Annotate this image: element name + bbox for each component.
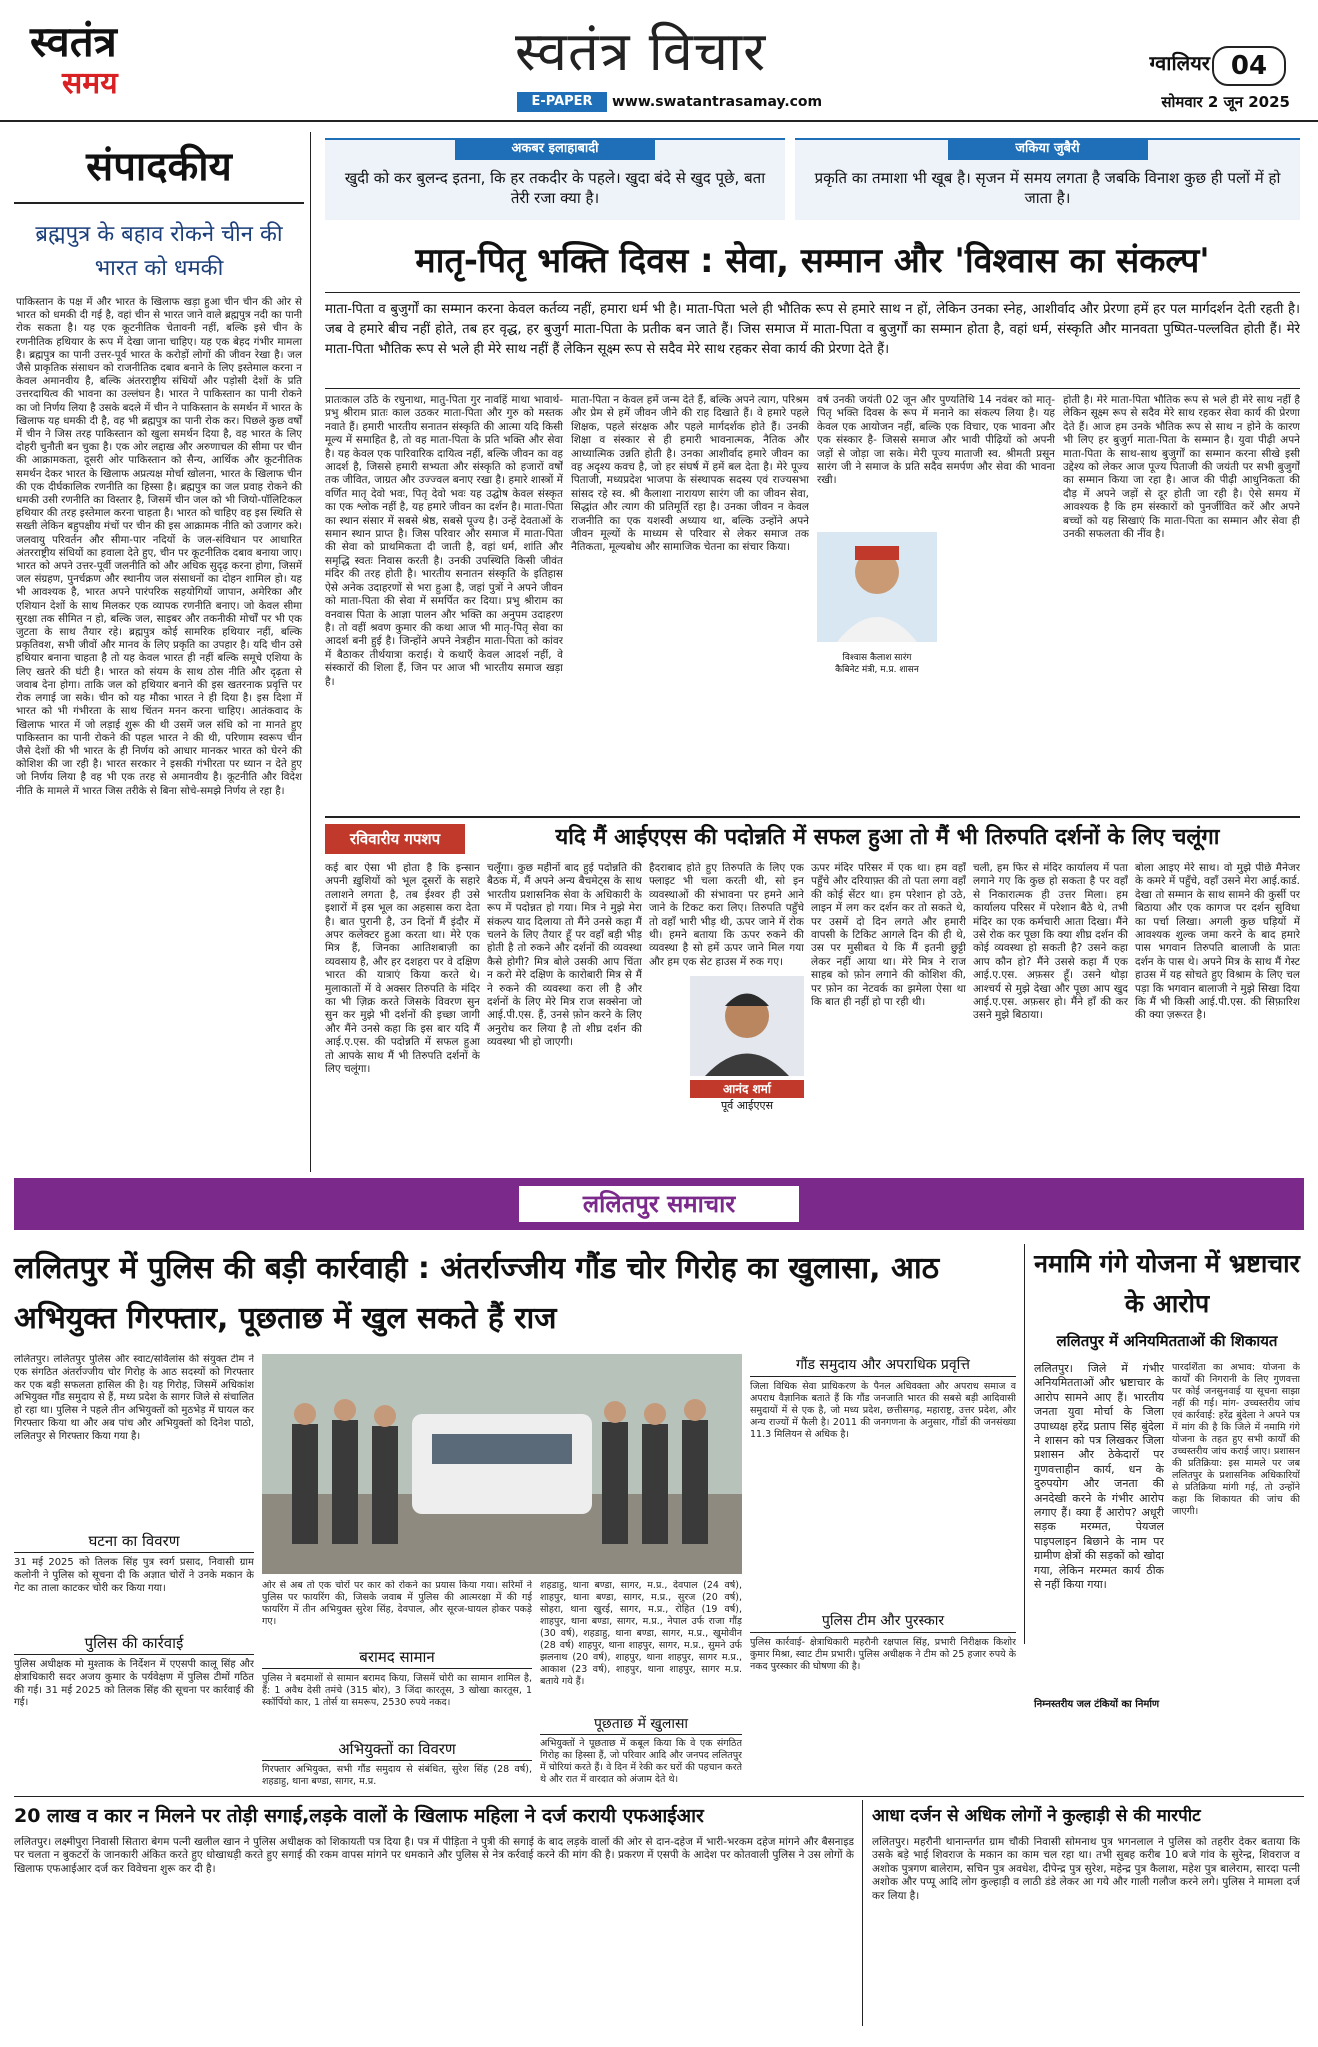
author-photo [817,532,937,642]
sub1-box [14,1530,254,1626]
epaper-tag: E-PAPER [517,92,607,112]
sub6-box [750,1354,1016,1604]
main-article-col1: प्रातःकाल उठि के रघुनाथा, मातु-पिता गुर नावहिं माथा भावार्थ- प्रभु श्रीराम प्रातः काल उठकर माता-पिता और गुरु को मस्तक नवाते हैं। हमारी भारतीय सनातन संस्कृति की आत्मा यदि किसी मूल्य में समाहित है, तो वह माता-पिता के प्रति भक्ति और सेवा है। यह केवल एक पारिवारिक दायित्व नहीं, बल्कि जीवन का वह आदर्श है, जिससे हमारी सभ्यता और संस्कृति को हजारों वर्षों तक जीवित, जाग्रत और उज्ज्वल बनाए रखा है। हमारे शास्त्रों में वर्णित मातृ देवो भवः, पितृ देवो भवः यह उद्घोष केवल संस्कृत का एक श्लोक नहीं है, यह हमारे जीवन का दर्शन है। माता-पिता का स्थान संसार में सबसे श्रेष्ठ, सबसे पूज्य है। उन्हें देवताओं के समान स्थान प्राप्त है। जिस परिवार और समाज में माता-पिता की सेवा को प्राथमिकता दी जाती है, वहां धर्म, शांति और समृद्धि स्वतः निवास करती है। उनकी उपस्थिति किसी जीवंत मंदिर की तरह होती है। भारतीय सनातन संस्कृति के इतिहास ऐसे अनेक उदाहरणों से भरा हुआ है, जहां पुत्रों ने अपने जीवन को माता-पिता की सेवा में समर्पित कर दिया। प्रभु श्रीराम का वनवास पिता के आज्ञा पालन और भक्ति का अनुपम उदाहरण है। तो वहीं श्रवण कुमार की कथा आज भी मातृ-पितृ सेवा का आदर्श बनी हुई है। जिन्होंने अपने नेत्रहीन माता-पिता को कांवर में बैठाकर तीर्थयात्रा कराई। ये कथाएँ केवल आदर्श नहीं, वे संस्कारों की शिला हैं, जिन पर आज भी भारतीय समाज खड़ा है। [325,394,563,688]
editorial-section-title: संपादकीय [14,132,304,204]
lalitpur-lead-photo [262,1354,742,1574]
sub2-body: पुलिस अधीक्षक मो मुश्ताक के निर्देशन में एएसपी कालू सिंह और क्षेत्राधिकारी सदर अजय कुमार के पर्यवेक्षण में पुलिस टीमों गठित की गई। 31 मई 2025 को तिलक सिंह की सूचना पर कार्रवाई की गई। [14,1659,254,1709]
headline-rule [325,292,1300,293]
quote-1-author: अकबर इलाहाबादी [455,138,655,160]
sub7-box [750,1610,1016,1788]
sub3-box [262,1646,532,1736]
author-photo-box [817,532,937,652]
logo-line2: समय [62,66,118,101]
bottom-right-body: ललितपुर। महरौनी थानान्तर्गत ग्राम चौकी निवासी सोमनाथ पुत्र भगनलाल ने पुलिस को तहरीर देकर बताया कि उसके बड़े भाई शिवराज के मकान का काम चल रहा था। तभी सुबह करीब 10 बजे गांव के सुरेन्द्र, शिवराज व अशोक पुत्रगण बालेराम, सचिन पुत्र अवधेश, दीपेन्द्र पुत्र सुरेश, महेन्द्र पुत्र कैलाश, महेश पुत्र बालेराम, सारदा पत्नी अशोक और पप्पू आदि लोग कुल्हाड़ी व लाठी डंडे लेकर आ गये और गाली गलौज करने लगे। पुलिस ने मामला दर्ज कर लिया है। [872,1836,1300,1902]
main-article-headline: मातृ-पितृ भक्ति दिवस : सेवा, सम्मान और 'विश्वास का संकल्प' [415,241,1210,281]
sub1-body: 31 मई 2025 को तिलक सिंह पुत्र स्वर्ग प्रसाद, निवासी ग्राम कलोनी ने पुलिस को सूचना दी कि अज्ञात चोरों ने उनके मकान के गेट का ताला काटकर चोरी कर किया गया। [14,1557,254,1594]
masthead-rule [0,120,1318,122]
sub2-heading: पुलिस की कार्रवाई [14,1632,254,1655]
quote-2-author: जकिया जुबैरी [948,138,1148,160]
lalitpur-lead-headline: ललितपुर में पुलिस की बड़ी कार्रवाही : अंतर्राज्जीय गौंड चोर गिरोह का खुलासा, आठ अभियुक्त गिरफ्तार, पूछताछ में खुल सकते हैं राज [14,1251,940,1336]
sub5-box [540,1714,742,1788]
sub2-box [14,1632,254,1782]
intro-rule [325,388,1300,389]
bottom-top-rule [14,1796,1304,1797]
arrest-photo [262,1354,742,1574]
bottom-divider [862,1800,863,2026]
column-author-title: पूर्व आईएएस [720,1099,774,1112]
quote-box-1 [325,138,785,220]
main-article-col3: वर्ष उनकी जयंती 02 जून और पुण्यतिथि 14 नवंबर को मातृ-पितृ भक्ति दिवस के रूप में मनाने का संकल्प लिया है। यह केवल एक आयोजन नहीं, बल्कि एक विचार, एक भावना और एक संस्कार है- जिससे समाज और भावी पीढ़ियों को अपनी जड़ों से जोड़ा जा सके। मेरी पूज्य माताजी स्व. श्रीमती प्रसून सारंग जी ने समाज के प्रति सदैव समर्पण और सेवा की भावना रखी। [817,394,1055,487]
author-photo-caption: कैबिनेट मंत्री, म.प्र. शासन [835,665,919,675]
main-article-intro: माता-पिता व बुजुर्गों का सम्मान करना केवल कर्तव्य नहीं, हमारा धर्म भी है। माता-पिता भले ही भौतिक रूप से हमारे साथ न हों, लेकिन उनका स्नेह, आशीर्वाद और प्रेरणा हमें हर पल मार्गदर्शन देती रहती है। जब वे हमारे बीच नहीं होते, तब हर वृद्ध, हर बुजुर्ग माता-पिता के प्रतीक बन जाते हैं। जिस समाज में माता-पिता व बुजुर्गों का सम्मान होता है, वहां धर्म, संस्कृति और मानवता पुष्पित-पल्लवित होती हैं। मेरे माता-पिता भौतिक रूप से भले ही मेरे साथ नहीं हैं लेकिन सूक्ष्म रूप से सदैव मेरे साथ रहकर सेवा कार्य की प्रेरणा देते हैं। [325,302,1300,357]
sub5-body: अभियुक्तों ने पूछताछ में कबूल किया कि वे एक संगठित गिरोह का हिस्सा हैं, जो परिवार आदि और जनपद ललितपुर में चोरियां करते हैं। वे दिन में रेकी कर घरों की पहचान करते थे और रात में वारदात को अंजाम देते थे। [540,1738,742,1785]
sub7-heading: पुलिस टीम और पुरस्कार [750,1610,1016,1633]
editorial-divider [310,132,311,1172]
side-story-subheadline: ललितपुर में अनियमितताओं की शिकायत [1056,1332,1278,1350]
sub4-heading: अभियुक्तों का विवरण [262,1738,532,1761]
logo-line1: स्वतंत्र [30,17,117,66]
city-label: ग्वालियर [1149,51,1210,75]
sub1-heading: घटना का विवरण [14,1530,254,1553]
lalitpur-lead-body: ललितपुर। ललितपुर पुलिस और स्वाट/सर्विलांस की संयुक्त टीम ने एक संगठित अंतर्राज्जीय चोर गिरोह के आठ सदस्यों को गिरफ्तार कर एक बड़ी सफलता हासिल की है। यह गिरोह, जिसमें अधिकांश अभियुक्त गौंड समुदाय से हैं, मध्य प्रदेश के सागर जिले से संचालित हो रहा था। पुलिस ने पहले तीन अभियुक्तों को मुठभेड़ में घायल कर गिरफ्तार किया था और अब पांच और अभियुक्तों को दिनेश पाठो, ललितपुर से गिरफ्तार किया गया है। [14,1354,254,1442]
lalitpur-banner-label: ललितपुर समाचार [519,1186,799,1222]
bottom-left-body: ललितपुर। लक्ष्मीपुरा निवासी सितारा बेगम पत्नी खलील खान ने पुलिस अधीक्षक को शिकायती पत्र दिया है। पत्र में पीड़िता ने पुत्री की सगाई के बाद लड़के वालों की ओर से दान-दहेज में भारी-भरकम दहेज मांगने और बैसनाइड पर चलता न बुकटरों के जानकारी अंकित करते हुए धोखाधड़ी करते हुए सगाई की रकम वापस मांगने पर धमकाने और पुलिस से नेत्र कर्रवाई करने की मांग की है। प्रकरण में एसपी के आदेश पर कोतवाली पुलिस ने उस लोगों के खिलाफ एफआईआर दर्ज कर विवेचना शुरू कर दी है। [14,1836,854,1875]
column-box-top-rule [325,816,1300,818]
masthead [0,0,1318,130]
bottom-right-headline: आधा दर्जन से अधिक लोगों ने कुल्हाड़ी से की मारपीट [872,1806,1201,1826]
quote-1-text: खुदी को कर बुलन्द इतना, कि हर तकदीर के पहले। खुदा बंदे से खुद पूछे, बता तेरी रजा क्या है। [344,169,766,207]
bottom-left-headline: 20 लाख व कार न मिलने पर तोड़ी सगाई,लड़के वालों के खिलाफ महिला ने दर्ज करायी एफआईआर [14,1805,704,1827]
column-author-name: आनंद शर्मा [690,1080,804,1098]
column-box-col5: चली, हम फिर से मंदिर कार्यालय में पता लगाने गए कि कुछ हो सकता है पर वहाँ से निकारात्मक ही उत्तर मिला। हम कार्यालय परिसर में परेशान बैठे थे, तभी मंदिर का एक कर्मचारी आता दिखा। मैंने उसे रोक कर पूछा कि क्या शीघ्र दर्शन की कोई व्यवस्था हो सकती है? उसने कहा आप कौन हो? मैंने उससे कहा मैं एक आई.ए.एस. अफ़सर हूँ। उसने थोड़ा आश्चर्य से मुझे देखा और पूछा आप खुद आई.ए.एस. अफ़सर हो। मैंने हाँ की कर उसने मुझे बिठाया। [973,862,1128,1022]
sub3-body: पुलिस ने बदमाशों से सामान बरामद किया, जिसमें चोरी का सामान शामिल है, हैं: 1 अवैध देसी तमंचे (315 बोर), 3 जिंदा कारतूस, 3 खोखा कारतूस, 1 स्कॉर्पियो कार, 1 तोर्स या समरूप, 2530 रुपये नकद। [262,1673,532,1708]
sub4-box [262,1738,532,1788]
sub3-heading: बरामद सामान [262,1646,532,1669]
main-article-col3-wrap [817,394,1055,802]
column-box-col1: कई बार ऐसा भी होता है कि इन्सान अपनी ख़ुशियों को भूल दूसरों के सहारे तलाशने लगता है, तब ईश्वर ही उसे इशारों में इस भूल का अहसास करा देता है। बात पुरानी है, उन दिनों मैं इंदौर में अपर कलेक्टर हुआ करता था। मेरे एक मित्र हैं, जिनका आतिशबाज़ी का व्यवसाय है, और हर दशहरा पर वे दक्षिण भारत की यात्राएं किया करते थे। मुलाकातों में वे अक्सर तिरुपति के मंदिर का भी ज़िक्र करते जिसके विवरण सुन सुन कर मुझे भी दर्शनों की इच्छा जागी और मैंने उनसे कहा कि इस बार यदि मैं आई.ए.एस. की पदोन्नति में सफल हुआ तो आपके साथ मैं भी तिरुपति दर्शनों के लिए चलूंगा। [325,862,480,1076]
column-box-headline: यदि मैं आईएएस की पदोन्नति में सफल हुआ तो मैं भी तिरुपति दर्शनों के लिए चलूंगा [555,825,1220,850]
editorial-body: पाकिस्तान के पक्ष में और भारत के खिलाफ खड़ा हुआ चीन चीन की ओर से भारत को धमकी दी गई है, वहां चीन से भारत जाने वाले ब्रह्मपुत्र नदी का पानी रोक सकता है। यह एक कूटनीतिक चेतावनी नहीं, बल्कि इसे चीन के रणनीतिक हथियार के रूप में देखा जाना चाहिए। यह एक बेहद गंभीर मामला है। ब्रह्मपुत्र का पानी उत्तर-पूर्व भारत के करोड़ों लोगों की जीवन रेखा है। जल जैसे प्राकृतिक संसाधन को राजनीतिक दबाव बनाने के लिए इस्तेमाल करना न केवल अमानवीय है, बल्कि अंतरराष्ट्रीय संधियों और पड़ोसी देशों के प्रति उत्तरदायित्व की भावना का उल्लंघन है। भारत ने पाकिस्तान का पानी रोकने का जो निर्णय लिया है उसके बदले में चीन ने पाकिस्तान के समर्थन में भारत के खिलाफ यह धमकी दी है, वह भी ब्रह्मपुत्र का पानी रोक कर। पिछले कुछ वर्षों में चीन ने जिस तरह पाकिस्तान को खुला समर्थन दिया है, वह भारत के लिए दोहरी चुनौती बन चुका है। एक ओर लद्दाख और अरुणाचल की सीमा पर चीन की आक्रामकता, दूसरी ओर पाकिस्तान को सैन्य, आर्थिक और कूटनीतिक समर्थन देकर भारत के खिलाफ अप्रत्यक्ष मोर्चा खोलना, भारत के खिलाफ चीन की एक दीर्घकालिक रणनीति का हिस्सा है। ब्रह्मपुत्र का जल प्रवाह रोकने की धमकी उसी रणनीति का विस्तार है, जिसमें चीन जल को भी जियो-पॉलिटिकल हथियार की तरह इस्तेमाल करना चाहता है। भारत को चाहिए वह इस स्थिति से सख्ती लेकिन बहुपक्षीय मंचों पर चीन की इस आक्रामक नीति को उजागर करे। जलवायु परिवर्तन और सीमा-पार नदियों के जल-संविधान पर आधारित अंतरराष्ट्रीय संधियों का हवाला देते हुए, चीन पर कूटनीतिक दबाव बनाया जाए। भारत को अपने उत्तर-पूर्वी जलनीति को और अधिक सुदृढ़ करना होगा, जिसमें जल संग्रहण, पुनर्चक्रण और स्थानीय जल संसाधनों का दोहन शामिल हो। यह भी आवश्यक है, भारत अपने पारंपरिक सहयोगियों जापान, अमेरिका और एशियान देशों के साथ मिलकर एक व्यापक रणनीति बनाए। जो केवल सीमा सुरक्षा तक सीमित न हो, बल्कि जल, साइबर और तकनीकी मोर्चों पर भी एक जुटता के साथ तैयार रहे। ब्रह्मपुत्र कोई सामरिक हथियार नहीं, बल्कि प्रकृतिवश, सभी जीवों और मानव के लिए प्रकृति का उपहार है। यदि चीन उसे हथियार बनाना चाहता है तो यह केवल भारत ही नहीं बल्कि समूचे एशिया के लिए खतरे की घंटी है। भारत को संयम के साथ ठोस नीति और दृढ़ता से जवाब देना होगा। ताकि जल को हथियार बनाने की इस खतरनाक प्रवृत्ति पर रोक लगाई जा सके। चीन को यह मौका भारत ने ही दिया है। इस दिशा में भारत को भी गंभीरता के साथ चिंतन मनन करना चाहिए। आतंकवाद के खिलाफ भारत में जो लड़ाई शुरू की थी उसमें जल संधि को ना मानते हुए पाकिस्तान का पानी रोकने की पहल भारत ने की थी, परिणाम स्वरूप चीन जैसे देशों की भी भारत के ही निर्णय को आधार मानकर भारत को घेरने की कोशिश की जा रही है। भारत सरकार ने इसकी गंभीरता पर ध्यान न देते हुए जो निर्णय लिया है वह भी एक तरह से अमानवीय है। कूटनीति और विदेश नीति के मामले में भारत जिस तरीके से बिना सोचे-समझे निर्णय ले रहा है। [16,296,302,797]
issue-date: सोमवार 2 जून 2025 [1161,93,1290,111]
main-article-col2: माता-पिता न केवल हमें जन्म देते हैं, बल्कि अपने त्याग, परिश्रम और प्रेम से हमें जीवन जीने की राह दिखाते हैं। वे हमारे पहले शिक्षक, पहले संरक्षक और पहले मार्गदर्शक होते हैं। उनकी शिक्षा व संस्कार से ही हमारी भावनात्मक, नैतिक और आध्यात्मिक उन्नति होती है। उनका आशीर्वाद हमारे जीवन का वह अदृश्य कवच है, जो हर संघर्ष में हमें बल देता है। मेरे पूज्य पिताजी, मध्यप्रदेश भाजपा के संस्थापक सदस्य एवं राज्यसभा सांसद रहे स्व. श्री कैलाशा नारायण सारंग जी का जीवन सेवा, सिद्धांत और त्याग की प्रतिमूर्ति रहा है। उनका जीवन न केवल राजनीति का एक यशस्वी अध्याय था, बल्कि उन्होंने अपने जीवन मूल्यों के माध्यम से परिवार से लेकर समाज तक नैतिकता, मूल्यबोध और सामाजिक चेतना का संचार किया। [571,394,809,554]
column-box-col2: चलूँगा। कुछ महीनों बाद हुई पदोन्नति की बैठक में, मैं अपने अन्य बैचमेट्स के साथ भारतीय प्रशासनिक सेवा के अधिकारी के रूप में पदोन्नत हो गया। मित्र ने मुझे मेरा संकल्प याद दिलाया तो मैंने उनसे कहा मैं चलने के लिए तैयार हूँ पर वहाँ बड़ी भीड़ होती है तो रुकने और दर्शनों की व्यवस्था कैसे होगी? मित्र बोले उसकी आप चिंता न करो मेरे दक्षिण के कारोबारी मित्र से मैं ने रुकने की व्यवस्था करा ली है और दर्शनों के लिए मेरे मित्र राज सक्सेना जो आई.पी.एस. हैं, उनसे फ़ोन करने के लिए अनुरोध कर लिया है तो शीघ्र दर्शन की व्यवस्था भी हो जाएगी। [487,862,642,1049]
sub4-body: गिरफ्तार अभियुक्त, सभी गौंड समुदाय से संबंधित, सुरेश सिंह (28 वर्ष), शहडाहु, थाना बण्डा, सागर, म.प्र. [262,1764,532,1787]
lalitpur-banner [14,1178,1304,1230]
column-box-col3: हैदराबाद होते हुए तिरुपति के लिए एक फ्लाइट भी चला करती थी, सो इन व्यवस्थाओं की संभावना पर हमने आने जाने के टिकट करा लिए। तिरुपति पहुँचे तो वहाँ भारी भीड़ थी, ऊपर जाने में रोक थी। हमने बताया कि ऊपर रुकने की व्यवस्था है सो हमें ऊपर जाने मिल गया और हम एक सेट हाउस में रुक गए। [649,862,804,968]
masthead-title: स्वतंत्र विचार [515,20,767,83]
column-box-tag: रविवारीय गपशप [325,824,465,854]
editorial-headline: ब्रह्मपुत्र के बहाव रोकने चीन की भारत को धमकी [35,222,283,281]
author-photo-name: विश्वास कैलाश सारंग [842,653,912,663]
main-article-col4: होती है। मेरे माता-पिता भौतिक रूप से भले ही मेरे साथ नहीं है लेकिन सूक्ष्म रूप से सदैव मेरे साथ रहकर सेवा कार्य की प्रेरणा देते हैं। आज हम उनके भौतिक रूप से साथ न होने के कारण भी लिए हर बुजुर्ग माता-पिता के सम्मान है। युवा पीढ़ी अपने माता-पिता के साथ-साथ बुजुर्गों का सम्मान करना सीखे इसी उद्देश्य को लेकर आज पूज्य पिताजी की जयंती पर सभी बुजुर्गों का सम्मान किया जा रहा है। आज की पीढ़ी आधुनिकता की दौड़ में अपने जड़ों से दूर होती जा रही है। ऐसे समय में आवश्यक है कि हम संस्कारों को पुनर्जीवित करें और अपने बच्चों को यह सिखाएं कि माता-पिता का सम्मान और सेवा ही उनकी सफलता की नींव है। [1063,394,1300,541]
editorial-column [14,132,304,1172]
side-story-col1: ललितपुर। जिले में गंभीर अनियमितताओं और भ्रष्टाचार के आरोप सामने आए हैं। भारतीय जनता युवा मोर्चा के जिला उपाध्यक्ष हरेंद्र प्रताप सिंह बुंदेला ने शासन को पत्र लिखकर जिला प्रशासन और ठेकेदारों पर गुणवत्ताहीन कार्य, धन के दुरुपयोग और जनता की अनदेखी करने के गंभीर आरोप लगाए हैं। क्या हैं आरोप? अधूरी सड़क मरम्मत, पेयजल पाइपलाइन बिछाने के नाम पर ग्रामीण क्षेत्रों की सड़कों को खोदा गया, लेकिन मरम्मत कार्य ठीक से नहीं किया गया। [1034,1362,1164,1592]
website-link[interactable]: www.swatantrasamay.com [612,94,823,110]
quote-box-2 [795,138,1300,220]
logo [30,18,180,113]
side-story-headline: नमामि गंगे योजना में भ्रष्टाचार के आरोप [1034,1249,1300,1318]
page-number: 04 [1212,46,1286,86]
sub6-body: जिला विधिक सेवा प्राधिकरण के पैनल अधिवक्ता और अपराध समाज व अपराध वैज्ञानिक बताते हैं कि गौंड जनजाति भारत की सबसे बड़ी आदिवासी समुदायों में से एक है, जो मध्य प्रदेश, छत्तीसगढ़, महाराष्ट्र, उत्तर प्रदेश, और अन्य राज्यों में फैली है। 2011 की जनगणना के अनुसार, गौंडों की जनसंख्या 11.3 मिलियन से अधिक है। [750,1381,1016,1440]
sub7-body: पुलिस कार्रवाई- क्षेत्राधिकारी महरौनी रक्षपाल सिंह, प्रभारी निरीक्षक किशोर कुमार मिश्रा, स्वाट टीम प्रभारी। पुलिस अधीक्षक ने टीम को 25 हजार रुपये के नकद पुरस्कार की घोषणा की है। [750,1637,1016,1672]
lead-photo-caption-1: ओर से अब तो एक चोरों पर कार को रोकने का प्रयास किया गया। सरिमों ने पुलिस पर फायरिंग की, जिसके जवाब में पुलिस की आत्मरक्षा में की गई फायरिंग में तीन अभियुक्त सुरेश सिंह, देवपाल, और सूरज-घायल होकर पकड़े गए। [262,1580,532,1627]
lead-divider [1024,1244,1025,1644]
column-author-photo [690,976,804,1076]
column-box-col6: बोला आइए मेरे साथ। वो मुझे पीछे मैनेजर के कमरे में पहुँचे, वहाँ उसने मेरा आई.कार्ड. देखा तो सम्मान के साथ सामने की कुर्सी पर बिठाया और एक कागज पर दर्शन सुविधा का पर्चा लिखा। अगली कुछ घड़ियों में आवश्यक शुल्क जमा करने के बाद हमारे पास भगवान तिरुपति बालाजी के प्रातः दर्शन के पास थे। अपने मित्र के साथ मैं गेस्ट हाउस में यह सोचते हुए विश्राम के लिए चल पड़ा कि भगवान बालाजी ने मुझे सिखा दिया कि मैं भी किसी आई.पी.एस. की सिफ़ारिश की क्या ज़रूरत है। [1135,862,1300,1022]
column-author-box [690,976,804,1116]
sub6-heading: गौंड समुदाय और अपराधिक प्रवृत्ति [750,1354,1016,1377]
quote-2-text: प्रकृति का तमाशा भी खूब है। सृजन में समय लगता है जबकि विनाश कुछ ही पलों में हो जाता है। [814,169,1281,207]
side-story-subheading-2: निम्नस्तरीय जल टंकियों का निर्माण [1034,1699,1160,1710]
sub5-heading: पूछताछ में खुलासा [540,1714,742,1735]
column-box-col4: ऊपर मंदिर परिसर में एक था। हम वहाँ पहुँचे और दरियाफ़्त की तो पता लगा वहाँ की कोई सेंटर था। हम परेशान हो उठे, लाइन में लग कर दर्शन कर तो सकते थे, पर उसमें दो दिन लगते और हमारी वापसी के टिकिट आगले दिन की ही थे, उस पर मुसीबत ये कि मैं इतनी छुट्टी लेकर नहीं आया था। मेरे मित्र ने राज साहब को फ़ोन लगाने की कोशिश की, पर फ़ोन का नेटवर्क का झमेला ऐसा था कि बात ही नहीं हो पा रही थी। [811,862,966,1009]
side-story-col2: पारदर्शिता का अभाव: योजना के कार्यों की निगरानी के लिए गुणवत्ता पर कोई जनसुनवाई या सूचना साझा नहीं की गई। मांग- उच्चस्तरीय जांच एवं कार्रवाई: हरेंद्र बुंदेला ने अपने पत्र में मांग की है कि जिले में नमामि गंगे योजना के तहत हुए सभी कार्यों की उच्चस्तरीय जांच कराई जाए। प्रशासन की प्रतिक्रिया: इस मामले पर जब ललितपुर के प्रशासनिक अधिकारियों से प्रतिक्रिया मांगी गई, तो उन्होंने कहा कि शिकायत की जांच की जाएगी। [1172,1362,1300,1517]
lead-photo-caption-2: शहडाहु, थाना बण्डा, सागर, म.प्र., देवपाल (24 वर्ष), शाहपुर, थाना बण्डा, सागर, म.प्र., सुरज (20 वर्ष), सोहरा, थाना खुरई, सागर, म.प्र., रोहित (19 वर्ष), शाहपुर, थाना बण्डा, सागर, म.प्र., नेपाल उर्फ राजा गौंड़ (30 वर्ष), शहडाहु, थाना बण्डा, सागर, म.प्र., खुमोवीन (28 वर्ष) शाहपुर, थाना शाहपुर, सागर, म.प्र., सुमने उर्फ झलनाथ (20 वर्ष), शाहपुर, थाना शाहपुर, सागर म.प्र., आकाश (23 वर्ष), शाहपुर, थाना शाहपुर, सागर म.प्र. बताये गये हैं। [540,1580,742,1687]
